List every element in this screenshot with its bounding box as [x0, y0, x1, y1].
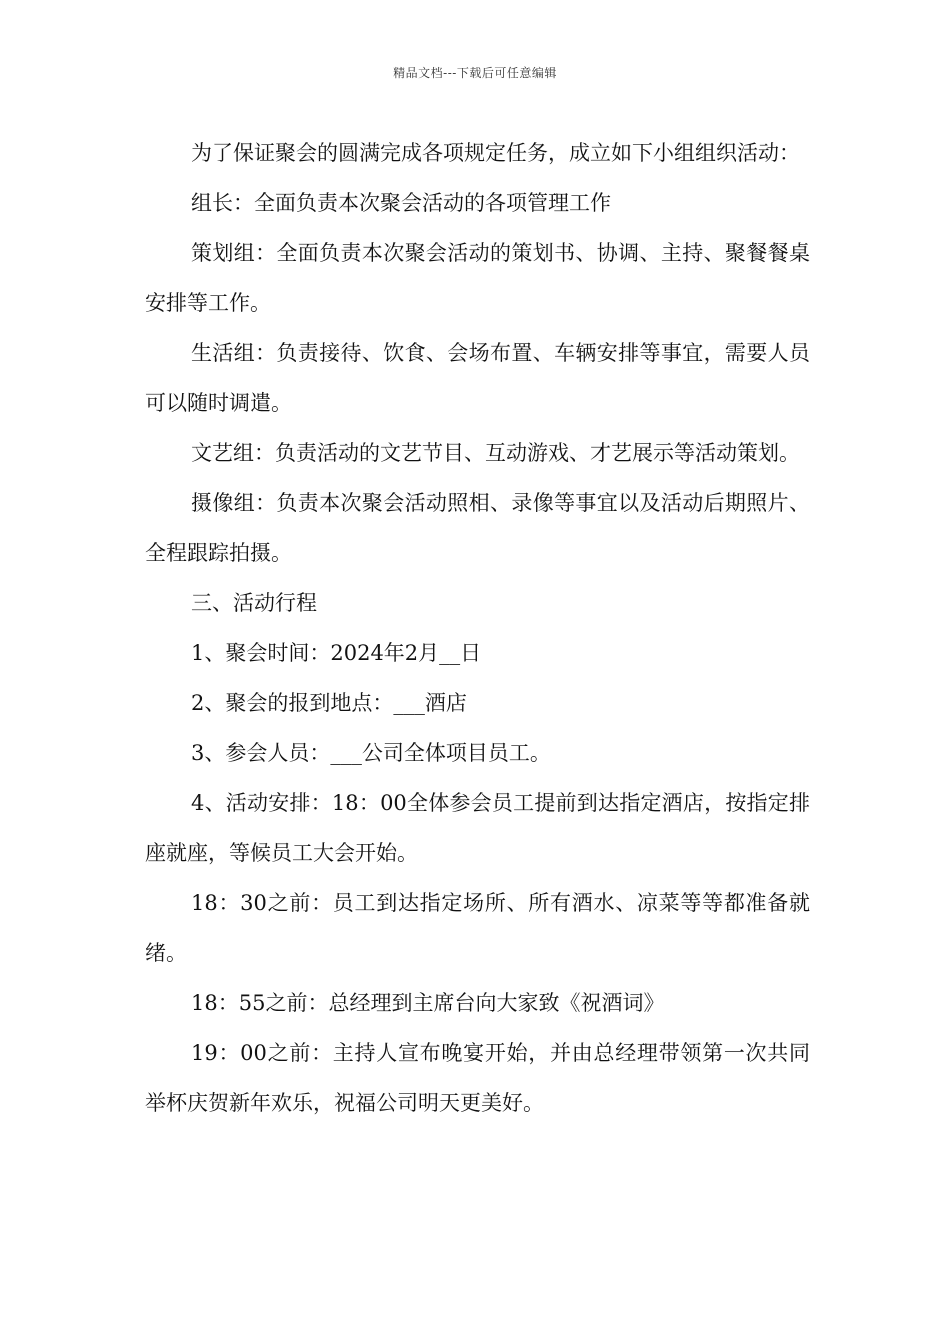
paragraph: 2、聚会的报到地点：___酒店	[191, 691, 467, 715]
paragraph: 4、活动安排：18：00全体参会员工提前到达指定酒店，按指定排座就座，等候员工大会开始。	[145, 791, 810, 865]
paragraph: 1、聚会时间：2024年2月__日	[191, 641, 482, 665]
page-header: 精品文档---下载后可任意编辑	[393, 66, 557, 80]
paragraph: 19：00之前：主持人宣布晚宴开始，并由总经理带领第一次共同举杯庆贺新年欢乐，祝福公司明天更美好。	[145, 1041, 810, 1115]
paragraph: 18：30之前：员工到达指定场所、所有酒水、凉菜等等都准备就绪。	[145, 891, 810, 965]
section-heading: 三、活动行程	[191, 591, 317, 615]
paragraph: 文艺组：负责活动的文艺节目、互动游戏、才艺展示等活动策划。	[191, 441, 800, 465]
paragraph: 3、参会人员：___公司全体项目员工。	[191, 741, 551, 765]
paragraph: 组长：全面负责本次聚会活动的各项管理工作	[191, 191, 611, 215]
paragraph: 生活组：负责接待、饮食、会场布置、车辆安排等事宜，需要人员可以随时调遣。	[145, 341, 810, 415]
paragraph: 摄像组：负责本次聚会活动照相、录像等事宜以及活动后期照片、全程跟踪拍摄。	[145, 491, 810, 565]
paragraph: 策划组：全面负责本次聚会活动的策划书、协调、主持、聚餐餐桌安排等工作。	[145, 241, 810, 315]
document-body	[145, 128, 810, 1128]
paragraph: 18：55之前：总经理到主席台向大家致《祝酒词》	[191, 991, 665, 1015]
paragraph: 为了保证聚会的圆满完成各项规定任务，成立如下小组组织活动：	[191, 141, 800, 165]
